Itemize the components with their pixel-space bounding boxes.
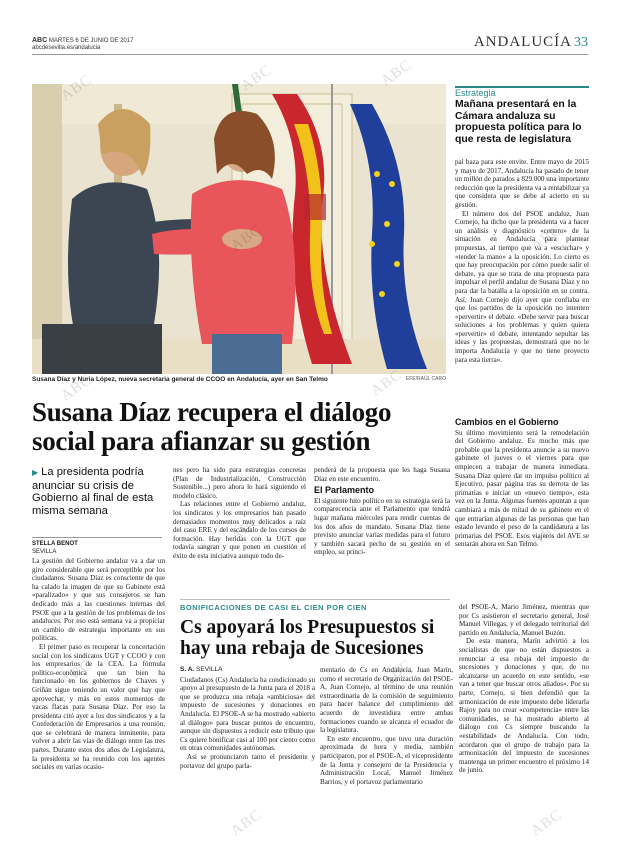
watermark: ABC — [228, 511, 266, 545]
watermark: ABC — [528, 806, 566, 840]
caption-text: Susana Díaz y Nuria López, nueva secretaria general de CCOO en Andalucía, ayer en San Telmo — [32, 376, 328, 383]
paragraph: Ciudadanos (Cs) Andalucía ha condicionado su apoyo al presupuesto de la Junta para el 2018 a que se produzca una rebaja «ambiciosa» del impuesto de sucesiones y donaciones en Andalucía. El PSOE-A se ha mostrado «abierto al diálogo» para buscar puntos de encuentro, aunque sin dispuestos a reducir este tributo que Cs quiere bonificar casi al 100 por ciento como en otras comunidades autónomas. — [180, 675, 315, 753]
paragraph: mentario de Cs en Andalucía, Juan Marín, como el secretario de Organización del PSOE-A, Juan Cornejo, al término de una reunión extraordinaria de la comisión de seguimiento para hacer balance del cumplimiento del acuerdo de investidura entre ambas formaciones cuando se alcanza el ecuador de la legislatura. — [320, 666, 453, 735]
second-story-kicker: BONIFICACIONES DE CASI EL CIEN POR CIEN — [180, 603, 367, 612]
triangle-bullet-icon: ▶ — [32, 468, 39, 477]
watermark: ABC — [528, 221, 566, 255]
watermark: ABC — [238, 61, 276, 95]
subhead-parliament: El Parlamento — [314, 485, 375, 496]
sidebar-column — [455, 158, 589, 413]
paragraph: De esta manera, Marín advirtió a los socialistas de que no están dispuestos a renunciar a esa rebaja del impuesto de sucesiones y donaciones y que, de no alcanzarse un acuerdo en este sentido, «se van a tener que buscar otros aliados». Por su parte, Cornejo, si bien defendió que la armonización de este impuesto debe liderarla Rajoy para no crear «competencia» entre las comunidades, se ha mostrado abierto al diálogo con Cs siempre buscando la «estabilidad» de Andalucía. Con todo, acordaron que el grupo de trabajo para la armonización del impuesto de sucesiones mantenga un primer encuentro el próximo 14 de junio. — [459, 637, 589, 775]
main-byline — [32, 537, 162, 556]
photo-caption — [32, 376, 446, 383]
paper-name: ABC — [32, 37, 48, 44]
photo-credit: EFE/RAÚL CARO — [405, 376, 446, 382]
main-deck — [32, 466, 162, 517]
byline-city: SEVILLA — [32, 549, 57, 555]
paragraph: nes pero ha sido para estrategias concretas (Plan de Industrialización, Construcción Sostenible...) pero ahora lo hará siguiendo el modelo clásico. — [173, 466, 306, 500]
watermark: ABC — [528, 516, 566, 550]
watermark: ABC — [58, 656, 96, 690]
main-column-1 — [32, 557, 165, 842]
paragraph: penderá de la propuesta que les haga Susana Díaz en este encuentro. — [314, 466, 450, 483]
sidebar-column-2 — [455, 418, 589, 598]
subhead-government: Cambios en el Gobierno — [455, 418, 559, 427]
paragraph: La gestión del Gobierno andaluz va a dar un giro considerable que será perceptible por los ciudadanos. Susana Díaz es consciente de que ha calado la imagen de que su Gabinete está «paralizado» y que sus consejeros se han dedicado más a las cuestiones internas del PSOE que a la gestión de los problemas de los andaluces. Por eso está semana va a propiciar un cambio de estrategia importante en sus políticas. — [32, 557, 165, 643]
header-rule — [32, 54, 588, 55]
watermark: ABC — [58, 371, 96, 405]
watermark: ABC — [228, 806, 266, 840]
page-header-left — [32, 37, 133, 52]
second-column-3 — [459, 603, 589, 842]
watermark: ABC — [378, 656, 416, 690]
byline-name: STELLA BENOT — [32, 541, 78, 547]
paragraph: Su último movimiento será la remodelación del Gobierno andaluz. Es mucho más que probable que la presidenta anuncie a su nuevo gabinete el jueves o el viernes para que empiecen a trabajar de manera inmediata. Susana Díaz quiere dar un impulso político al Ejecutivo, pasar página tras su derrota de las primarias e iniciar un «nuevo tiempo», esta vez en la Junta. Algunas fuentes apuntan a que cambiará a más de mitad de su gabinete en el que entrarían algunas de las personas que han estado levando el peso de la candidatura a las primarias del PSOE. Esos viajeros del AVE se sentarán ahora en San Telmo. — [455, 428, 589, 549]
photo-illustration — [32, 84, 446, 374]
watermark: ABC — [378, 56, 416, 90]
paragraph: Así se pronunciaron tanto el presidente y portavoz del grupo parla- — [180, 752, 315, 770]
paragraph: En este encuentro, que tuvo una duración aproximada de hora y media, también participaron, por el PSOE-A, el vicepresidente de la Junta y consejero de la Presidencia y Administración Local, Manuel Jiménez Barrios, y el portavoz parlamentario — [320, 734, 453, 786]
main-headline: Susana Díaz recupera el diálogo social para afianzar su gestión — [32, 397, 392, 456]
second-story-headline: Cs apoyará los Presupuestos si hay una rebaja de Sucesiones — [180, 617, 435, 659]
deck-text: La presidenta podría anunciar su crisis de Gobierno al final de esta misma semana — [32, 466, 154, 517]
second-byline-name: S. A. — [180, 666, 195, 673]
second-column-2 — [320, 666, 453, 842]
second-column-1 — [180, 666, 315, 842]
main-column-2 — [173, 466, 306, 596]
page-number: 33 — [574, 35, 588, 50]
sidebar-title: Mañana presentará en la Cámara andaluza su propuesta política para lo que resta de legislatura — [455, 99, 582, 145]
main-column-3 — [314, 466, 450, 596]
site-url: abcdesevilla.es/andalucia — [32, 45, 101, 51]
second-byline-city: SEVILLA — [196, 666, 223, 673]
watermark: ABC — [368, 366, 406, 400]
second-byline — [180, 666, 315, 675]
paragraph: El número dos del PSOE andaluz, Juan Cornejo, ha dicho que la presidenta va a hacer un análisis y diagnóstico «certero» de la situación en Andalucía para plantear propuestas, al tiempo que va a «escuchar» y «tender la mano» a la oposición. Lo cierto es que hay preocupación por cómo puede salir el debate, ya que se trata de una propuesta para impulsar el perfil andaluz de Susana Díaz y no para dar la batalla a la oposición en su contra. Así, Juan Cornejo dijo ayer que confiaba en que los partidos de la oposición no intenten «pervertir» el debate. «Debe servir para buscar soluciones a los problemas y quien quiera «pervertir» el debate, intentando sepultar las ideas y las propuestas, demostrará que no le importa Andalucía y que no tiene proyecto para esta tierra». — [455, 209, 589, 364]
news-photo — [32, 84, 446, 374]
paragraph: del PSOE-A, Mario Jiménez, mientras que por Cs asistieron el secretario general, José Manuel Villegas, y el delegado territorial del partido en Andalucía, Manuel Buzón. — [459, 603, 589, 637]
section-title: ANDALUCÍA — [473, 34, 572, 50]
issue-date: MARTES 6 DE JUNIO DE 2017 — [48, 38, 134, 44]
paragraph: Las relaciones entre el Gobierno andaluz, los sindicatos y los empresarios han pasado demasiados momentos muy delicados a raíz del caso ERE y del escándalo de los cursos de formación. Hay heridas con la UGT que todavía sangran y que ponen en cuestión el éxito de esta iniciativa aunque todo de- — [173, 500, 306, 560]
sidebar-tag: Estrategia — [455, 88, 496, 98]
second-story-rule — [180, 599, 450, 600]
paragraph: El primer paso es recuperar la concertación social con los sindicatos UGT y CCOO y con los empresarios de la CEA. La fórmula político-económica que tan bien ha funcionado en los gobiernos de Chaves y Griñán sigue teniendo un valor que hay que aprovechar, y más en estos momentos de vacas flacas para Susana Díaz. Por eso la presidenta citó ayer a los dos sindicatos y a la Confederación de Empresarios a una reunión, que se celebrará de manera inminente, para volver a abrir las vías de diálogo entre las tres partes. Durante estos dos años de Legislatura, la presidenta se ha reunido con los agentes sociales en varias ocasio- — [32, 642, 165, 772]
paragraph: El siguiente hito político en su estrategia será la comparecencia ante el Parlamento que tendrá lugar mañana miércoles para rendir cuentas de los dos años de mandato. Susana Díaz tiene previsto anunciar varias medidas para el futuro y también sacará pecho de su gestión en el empleo, su princi- — [314, 496, 450, 557]
paragraph: pal baza para este envite. Entre mayo de 2015 y mayo de 2017, Andalucía ha pasado de tener un millón de parados a 829.000 una importante reducción que la presidenta va a rentabilizar ya que considera que se debe al acierto en su gestión. — [455, 158, 589, 209]
